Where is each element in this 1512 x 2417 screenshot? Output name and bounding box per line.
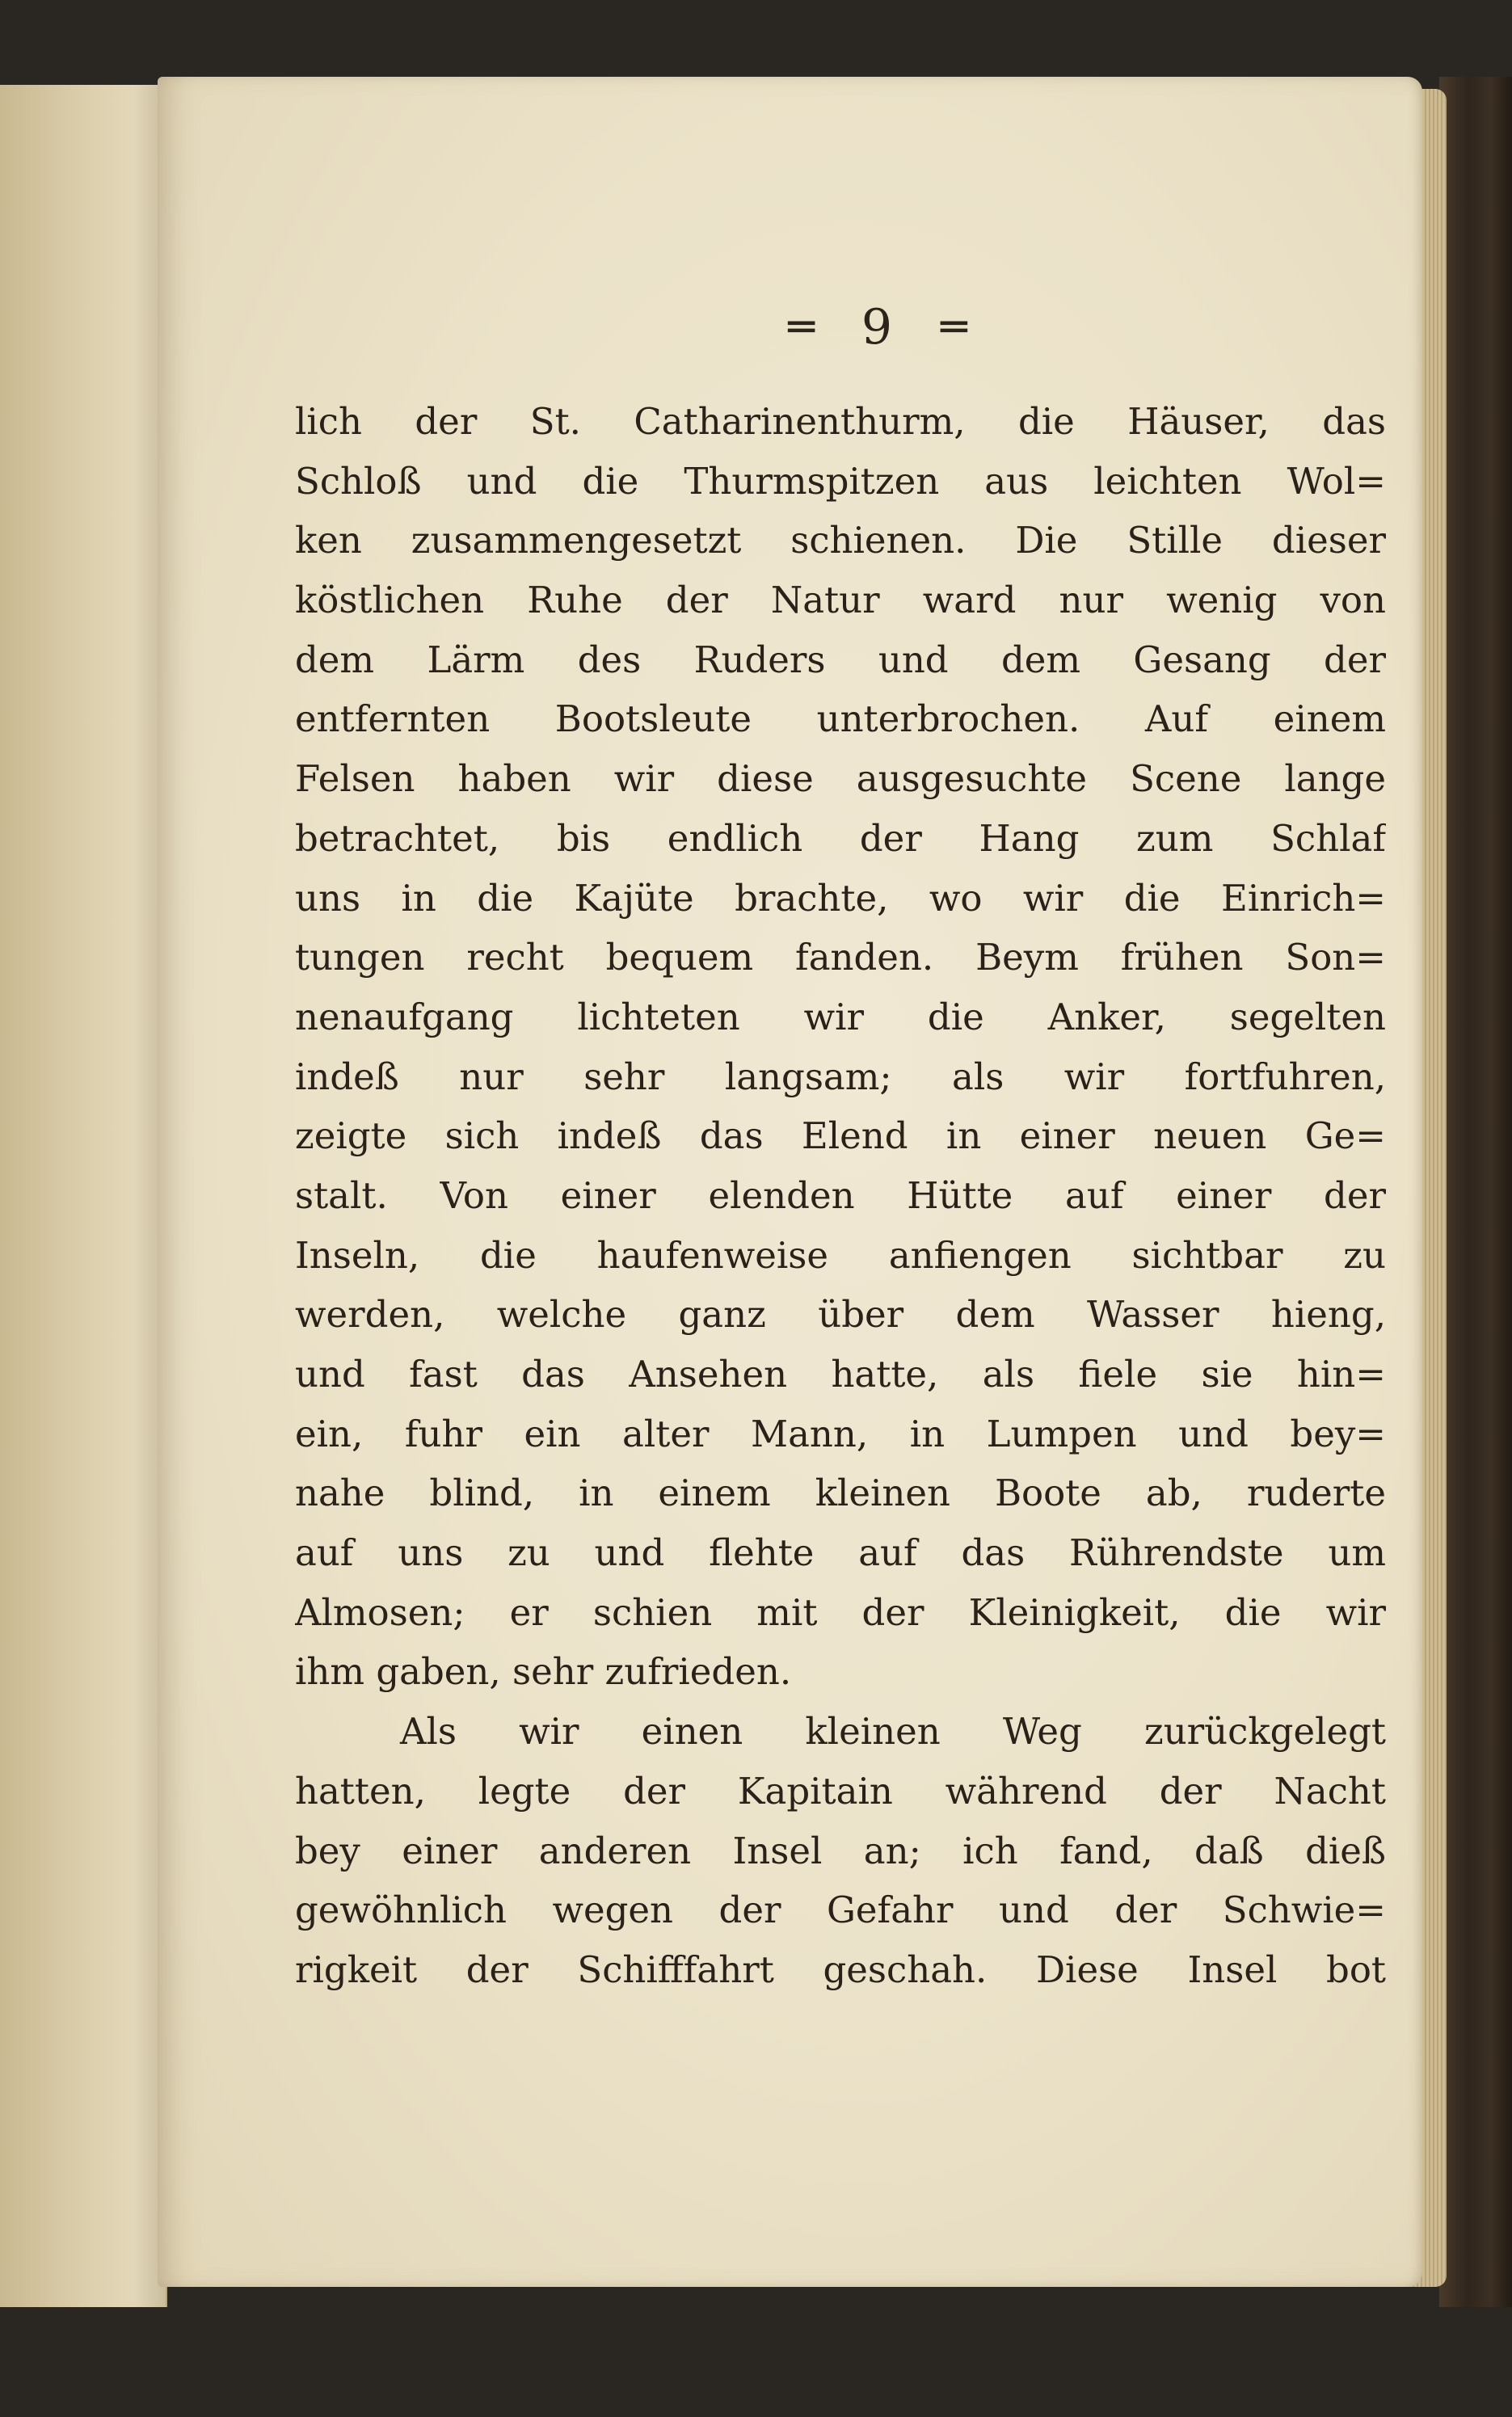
text-line: lich der St. Catharinenthurm, die Häuser, das [295,400,1386,443]
text-line: zeigte sich indeß das Elend in einer neuen Ge= [295,1114,1386,1158]
text-line: ken zusammengesetzt schienen. Die Stille dieser [295,519,1386,562]
page-number: 9 [861,299,893,356]
text-line: betrachtet, bis endlich der Hang zum Schlaf [295,816,1386,860]
header-rule-right: ═ [941,301,966,352]
book-page [158,77,1422,2287]
text-line: uns in die Kajüte brachte, wo wir die Einrich= [295,876,1386,920]
text-line: köstlichen Ruhe der Natur ward nur wenig von [295,579,1386,622]
header-rule-left: ═ [788,301,813,352]
text-line: Felsen haben wir diese ausgesuchte Scene lange [295,757,1386,801]
text-line: und fast das Ansehen hatte, als fiele sie hin= [295,1353,1386,1396]
text-line: auf uns zu und flehte auf das Rührendste um [295,1531,1386,1575]
text-line: tungen recht bequem fanden. Beym frühen Son= [295,936,1386,979]
text-line: hatten, legte der Kapitain während der Nacht [295,1769,1386,1813]
text-line: Almosen; er schien mit der Kleinigkeit, die wir [295,1590,1386,1634]
text-line: indeß nur sehr langsam; als wir fortfuhren, [295,1055,1386,1098]
text-line: ein, fuhr ein alter Mann, in Lumpen und bey= [295,1412,1386,1455]
text-line: stalt. Von einer elenden Hütte auf einer der [295,1173,1386,1217]
text-line: werden, welche ganz über dem Wasser hieng, [295,1293,1386,1337]
text-line: rigkeit der Schifffahrt geschah. Diese Insel bot [295,1947,1386,1991]
page-text [295,392,1386,2000]
text-line: entfernten Bootsleute unterbrochen. Auf einem [295,697,1386,741]
text-line: gewöhnlich wegen der Gefahr und der Schwie= [295,1889,1386,1932]
text-line: dem Lärm des Ruders und dem Gesang der [295,638,1386,681]
text-line: bey einer anderen Insel an; ich fand, daß dieß [295,1829,1386,1872]
text-line: Inseln, die haufenweise anfiengen sichtbar zu [295,1233,1386,1277]
text-line: Schloß und die Thurmspitzen aus leichten Wol= [295,459,1386,503]
text-line: nenaufgang lichteten wir die Anker, segelten [295,995,1386,1038]
book-cover [1439,77,1512,2307]
text-line: nahe blind, in einem kleinen Boote ab, ruderte [295,1472,1386,1515]
previous-page-edge [0,85,167,2307]
page-header [723,291,1030,364]
text-line-paragraph-start: Als wir einen kleinen Weg zurückgelegt [400,1710,1386,1754]
text-line-paragraph-end: ihm gaben, sehr zufrieden. [295,1650,792,1694]
